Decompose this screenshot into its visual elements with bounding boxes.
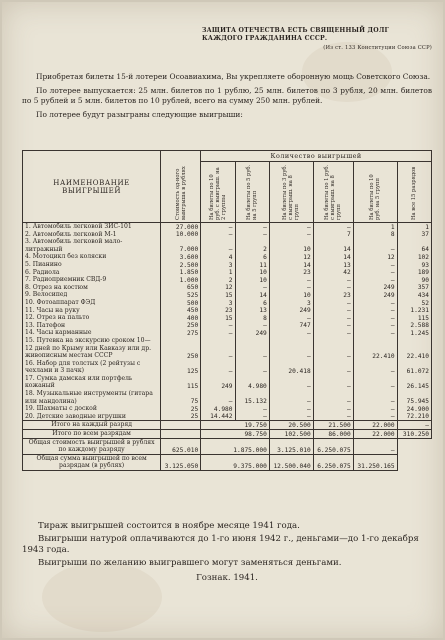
prize-count: — — [353, 329, 397, 337]
prize-count: — — [313, 276, 353, 284]
prize-price: 3.600 — [161, 253, 201, 261]
count-column-header: На билеты по 10 руб. с выигрыш. на 2 группы — [201, 162, 235, 223]
prize-count: 90 — [397, 276, 431, 284]
summary-value: 3.125.010 — [269, 438, 313, 454]
prize-count: — — [235, 337, 269, 360]
prize-count: 3 — [201, 299, 235, 307]
prize-name: 16. Набор для толстых (2 рейтузы с чехлами и 3 пачк) — [23, 360, 161, 375]
prize-count: — — [269, 314, 313, 322]
summary-value: 6.250.075 — [313, 454, 353, 470]
table-row — [23, 322, 432, 330]
prize-count: 2 — [201, 276, 235, 284]
summary-value: 310.250 — [397, 430, 431, 439]
prize-count: — — [353, 276, 397, 284]
lottery-leaflet-page — [2, 2, 443, 638]
prize-count: — — [235, 223, 269, 231]
prize-count: 249 — [353, 291, 397, 299]
summary-value: 98.750 — [201, 430, 270, 439]
prize-count: — — [269, 413, 313, 421]
prize-count: — — [353, 375, 397, 390]
summary-price — [161, 430, 201, 439]
summary-row — [23, 421, 432, 430]
table-row — [23, 307, 432, 315]
draw-date-text: Тираж выигрышей состоится в ноябре месяце 1941 года. — [38, 521, 300, 531]
prize-count: 4 — [201, 253, 235, 261]
prize-price: 2.500 — [161, 261, 201, 269]
table-row — [23, 375, 432, 390]
summary-value: 20.500 — [269, 421, 313, 430]
prize-count: 20.418 — [269, 360, 313, 375]
prize-count: 8 — [235, 314, 269, 322]
prize-count: — — [269, 231, 313, 239]
prize-count: — — [201, 322, 235, 330]
prize-price: 10.000 — [161, 231, 201, 239]
prize-count: — — [313, 390, 353, 405]
summary-price: 3.125.050 — [161, 454, 201, 470]
prize-count: — — [269, 375, 313, 390]
prize-count: 15.132 — [235, 390, 269, 405]
summary-value: 102.500 — [269, 430, 313, 439]
summary-price — [161, 421, 201, 430]
prize-name: 8. Отрез на костюм — [23, 284, 161, 292]
prize-count: — — [235, 284, 269, 292]
prize-count: — — [313, 307, 353, 315]
table-row — [23, 314, 432, 322]
prize-count: — — [235, 322, 269, 330]
prize-count: — — [353, 261, 397, 269]
prize-name: 12. Отрез на пальто — [23, 314, 161, 322]
prize-count: — — [353, 322, 397, 330]
table-row — [23, 223, 432, 231]
prize-count: 75.945 — [397, 390, 431, 405]
prize-count: 747 — [269, 322, 313, 330]
prize-count: 23 — [201, 307, 235, 315]
summary-label: Итого по всем разрядам — [23, 430, 161, 439]
prize-count: — — [201, 360, 235, 375]
intro-text — [22, 72, 432, 124]
summary-row — [23, 430, 432, 439]
prize-count: 189 — [397, 269, 431, 277]
count-column-header: На все 15 разрядов — [397, 162, 431, 223]
summary-row — [23, 454, 432, 470]
prize-count: 12 — [353, 253, 397, 261]
prize-count: 1 — [397, 223, 431, 231]
prize-count: 14 — [269, 261, 313, 269]
prize-count: 15 — [201, 314, 235, 322]
prize-count: — — [269, 329, 313, 337]
table-row — [23, 253, 432, 261]
summary-value: 22.000 — [353, 430, 397, 439]
prize-count: 6 — [235, 253, 269, 261]
intro-paragraph-2: По лотерее выпускается: 25 млн. билетов по 1 рублю, 25 млн. билетов по 3 рубля, 20 млн. билетов по 5 рублей и 5 млн. билетов по 10 рублей, всего на сумму 250 млн. рублей. — [22, 86, 432, 105]
prize-count: 14 — [235, 291, 269, 299]
prize-name: 17. Сумка дамская или портфель кожаный — [23, 375, 161, 390]
prize-count: — — [353, 413, 397, 421]
summary-label: Общая сумма выигрышей по всем разрядам (в рублях) — [23, 454, 161, 470]
prize-name: 10. Фотоаппарат ФЭД — [23, 299, 161, 307]
prize-count: — — [353, 269, 397, 277]
prize-price: 450 — [161, 307, 201, 315]
prize-count: — — [201, 337, 235, 360]
prize-count: 249 — [353, 284, 397, 292]
prize-count: — — [201, 390, 235, 405]
prize-name: 18. Музыкальные инструменты (гитара или мандолина) — [23, 390, 161, 405]
prize-count: — — [235, 405, 269, 413]
prize-name: 11. Часы на руку — [23, 307, 161, 315]
summary-value: 22.000 — [353, 421, 397, 430]
prize-count: 64 — [397, 238, 431, 253]
prize-count: 26.145 — [397, 375, 431, 390]
prize-name: 1. Автомобиль легковой ЗИС-101 — [23, 223, 161, 231]
prize-count: — — [353, 299, 397, 307]
prize-count: — — [353, 405, 397, 413]
prize-count: 4.980 — [201, 405, 235, 413]
prize-count: — — [313, 375, 353, 390]
prize-count: 10 — [269, 291, 313, 299]
summary-label: Итого на каждый разряд — [23, 421, 161, 430]
prize-count: 13 — [235, 307, 269, 315]
prize-count: 12 — [201, 284, 235, 292]
prize-count: — — [313, 405, 353, 413]
prize-price: 125 — [161, 360, 201, 375]
summary-price: 625.010 — [161, 438, 201, 454]
table-row — [23, 405, 432, 413]
prize-price: 275 — [161, 329, 201, 337]
prize-count: — — [269, 390, 313, 405]
price-column-header: Стоимость од-ного выигрыша в рублях — [161, 151, 201, 223]
summary-value: 19.750 — [201, 421, 270, 430]
prize-count: 1 — [353, 223, 397, 231]
prize-count: 14 — [313, 253, 353, 261]
prize-count: 22.410 — [353, 337, 397, 360]
table-row — [23, 413, 432, 421]
payout-terms-text: Выигрыши натурой оплачиваются до 1-го июня 1942 г., деньгами—до 1-го декабря 1943 года. — [22, 533, 419, 555]
prize-count: — — [201, 238, 235, 253]
name-column-header: НАИМЕНОВАНИЕ ВЫИГРЫШЕЙ — [23, 151, 161, 223]
prize-count: 249 — [235, 329, 269, 337]
prize-count: 6 — [235, 299, 269, 307]
prize-price: 25 — [161, 413, 201, 421]
prize-count: — — [235, 413, 269, 421]
prize-name: 6. Радиола — [23, 269, 161, 277]
prize-count: 14 — [313, 238, 353, 253]
count-group-header: Количество выигрышей — [201, 151, 432, 162]
prize-count: — — [313, 314, 353, 322]
table-row — [23, 390, 432, 405]
summary-value: 31.250.165 — [353, 454, 397, 470]
prize-count: — — [313, 284, 353, 292]
prize-count: 3 — [201, 261, 235, 269]
prize-count: 2 — [235, 238, 269, 253]
prize-price: 525 — [161, 291, 201, 299]
prize-count: — — [313, 329, 353, 337]
prize-count: — — [201, 223, 235, 231]
prize-price: 500 — [161, 299, 201, 307]
printer-imprint: Гознак. 1941. — [196, 573, 258, 583]
prize-count: 3 — [269, 299, 313, 307]
prize-count: — — [235, 231, 269, 239]
prize-count: 72.210 — [397, 413, 431, 421]
prize-count: 7 — [313, 231, 353, 239]
prize-count: 102 — [397, 253, 431, 261]
summary-value: 21.500 — [313, 421, 353, 430]
prize-name: 13. Патефон — [23, 322, 161, 330]
intro-paragraph-3: По лотерее будут разыграны следующие выигрыши: — [36, 110, 243, 119]
prize-name: 7. Радиоприемник СВД-9 — [23, 276, 161, 284]
prize-count: — — [313, 322, 353, 330]
prize-count: — — [201, 329, 235, 337]
prize-count: — — [269, 284, 313, 292]
prize-count: 12 — [269, 253, 313, 261]
prize-name: 2. Автомобиль легковой М-1 — [23, 231, 161, 239]
prize-count: — — [353, 238, 397, 253]
prize-count: 61.072 — [397, 360, 431, 375]
summary-value: 1.875.000 — [201, 438, 270, 454]
count-column-header: На билеты по 3 руб. с выигрыш. на 8 групп — [269, 162, 313, 223]
prize-count: 11 — [235, 261, 269, 269]
prize-name: 9. Велосипед — [23, 291, 161, 299]
prize-count: 2.588 — [397, 322, 431, 330]
footer-text — [22, 521, 432, 586]
prize-count: — — [353, 360, 397, 375]
count-column-header: На билеты по 10 руб. на 5 групп — [353, 162, 397, 223]
prize-count: 115 — [397, 314, 431, 322]
prize-count: — — [269, 276, 313, 284]
prize-price: 250 — [161, 337, 201, 360]
prize-count: 14.442 — [201, 413, 235, 421]
summary-value: 9.375.000 — [201, 454, 270, 470]
table-row — [23, 269, 432, 277]
table-row — [23, 329, 432, 337]
prize-name: 19. Шахматы с доской — [23, 405, 161, 413]
table-row — [23, 337, 432, 360]
prize-count: 434 — [397, 291, 431, 299]
prize-count: — — [353, 314, 397, 322]
summary-row — [23, 438, 432, 454]
prize-count: 8 — [353, 231, 397, 239]
prize-price: 650 — [161, 284, 201, 292]
prize-count: 1.231 — [397, 307, 431, 315]
prize-price: 250 — [161, 322, 201, 330]
prize-name: 4. Мотоцикл без коляски — [23, 253, 161, 261]
prize-count: — — [313, 413, 353, 421]
prize-count: 23 — [269, 269, 313, 277]
table-row — [23, 261, 432, 269]
prize-count: 37 — [397, 231, 431, 239]
prize-price: 25 — [161, 405, 201, 413]
table-row — [23, 299, 432, 307]
prize-count: 13 — [313, 261, 353, 269]
prize-count: — — [313, 360, 353, 375]
prize-count: — — [269, 223, 313, 231]
prize-name: 15. Путевка на экскурсию сроком 10—12 дней по Крыму или Кавказу или др. живописным местам СССР — [23, 337, 161, 360]
prize-count: 24.900 — [397, 405, 431, 413]
prize-table — [22, 150, 432, 471]
prize-count: 249 — [269, 307, 313, 315]
prize-table-wrapper — [22, 150, 432, 471]
prize-count: — — [353, 390, 397, 405]
prize-price: 400 — [161, 314, 201, 322]
prize-count: 23 — [313, 291, 353, 299]
prize-count: — — [313, 223, 353, 231]
table-row — [23, 238, 432, 253]
prize-count: 22.410 — [397, 337, 431, 360]
prize-count: 93 — [397, 261, 431, 269]
count-column-header: На билеты по 1 руб. с выигрыш. на 8 групп — [313, 162, 353, 223]
prize-count: — — [235, 360, 269, 375]
prize-count: 1 — [201, 269, 235, 277]
prize-price: 75 — [161, 390, 201, 405]
summary-label: Общая стоимость выигрышей в рублях по каждому разряду — [23, 438, 161, 454]
summary-value: 6.250.075 — [313, 438, 353, 454]
prize-count: — — [313, 299, 353, 307]
summary-value: 12.500.040 — [269, 454, 313, 470]
quote-text: ЗАЩИТА ОТЕЧЕСТВА ЕСТЬ СВЯЩЕННЫЙ ДОЛГ КАЖДОГО ГРАЖДАНИНА СССР. — [202, 27, 389, 42]
prize-price: 1.000 — [161, 276, 201, 284]
prize-count: 249 — [201, 375, 235, 390]
prize-count: 4.980 — [235, 375, 269, 390]
summary-value: — — [397, 421, 431, 430]
prize-count: 10 — [235, 269, 269, 277]
prize-count: 52 — [397, 299, 431, 307]
table-row — [23, 360, 432, 375]
table-row — [23, 291, 432, 299]
summary-value: — — [353, 438, 397, 454]
prize-name: 5. Пианино — [23, 261, 161, 269]
prize-count: — — [313, 337, 353, 360]
prize-name: 3. Автомобиль легковой мало-литражный — [23, 238, 161, 253]
prize-price: 1.850 — [161, 269, 201, 277]
count-column-header: На билеты по 5 руб. на 5 групп — [235, 162, 269, 223]
prize-count: 10 — [269, 238, 313, 253]
intro-paragraph-1: Приобретая билеты 15-й лотереи Осоавиахима, Вы укрепляете оборонную мощь Советского Союза. — [36, 72, 431, 81]
quote-source: (Из ст. 133 Конституции Союза ССР) — [323, 45, 432, 51]
prize-count: 15 — [201, 291, 235, 299]
table-row — [23, 231, 432, 239]
table-row — [23, 276, 432, 284]
prize-name: 20. Детские заводные игрушки — [23, 413, 161, 421]
prize-name: 14. Часы карманные — [23, 329, 161, 337]
prize-count: 1.245 — [397, 329, 431, 337]
prize-count: — — [269, 405, 313, 413]
table-row — [23, 284, 432, 292]
prize-count: — — [269, 337, 313, 360]
prize-count: — — [201, 231, 235, 239]
prize-count: 357 — [397, 284, 431, 292]
prize-count: — — [353, 307, 397, 315]
prize-count: 10 — [235, 276, 269, 284]
prize-price: 7.000 — [161, 238, 201, 253]
constitution-quote — [202, 27, 432, 52]
prize-price: 115 — [161, 375, 201, 390]
cash-replacement-text: Выигрыши по желанию выигравшего могут заменяться деньгами. — [38, 557, 342, 568]
summary-value: 86.000 — [313, 430, 353, 439]
prize-count: 42 — [313, 269, 353, 277]
prize-price: 27.000 — [161, 223, 201, 231]
